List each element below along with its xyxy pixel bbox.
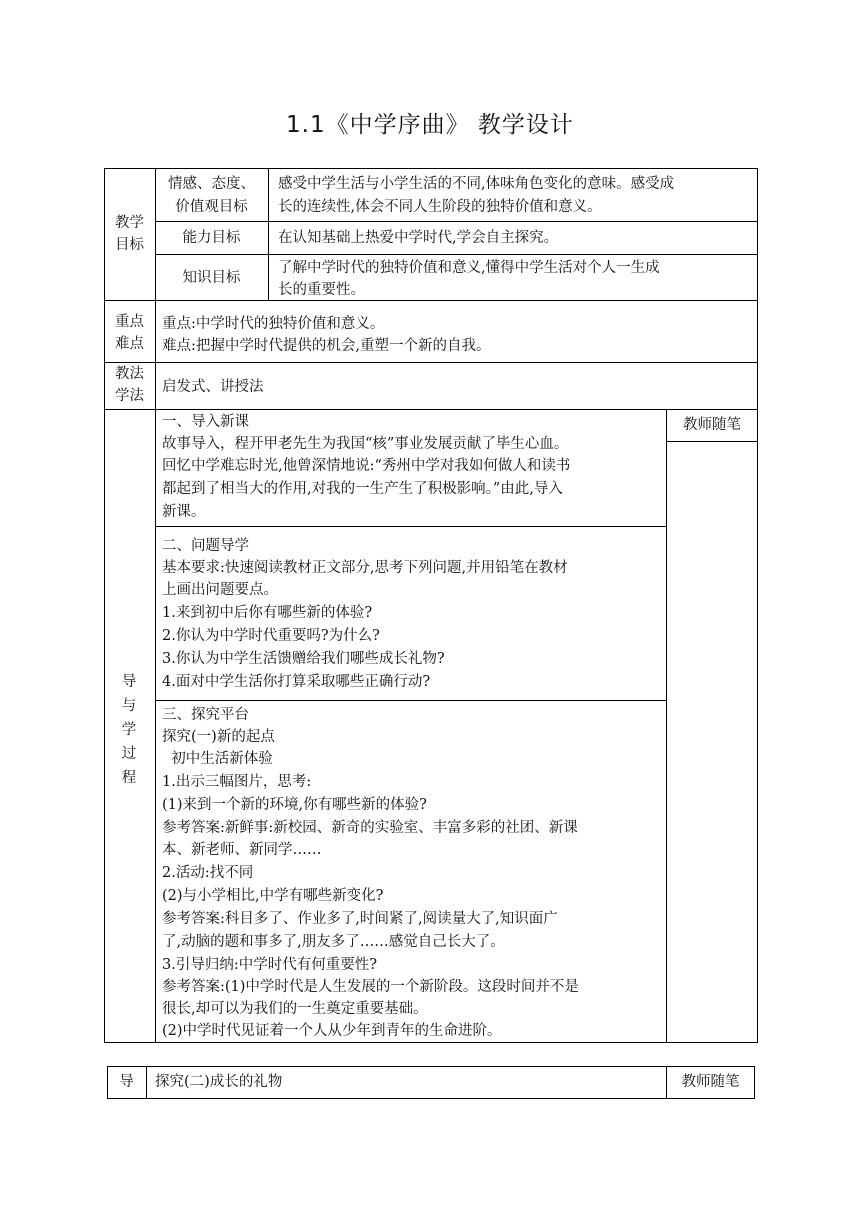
section-exploration-line: 很长,却可以为我们的一生奠定重要基础。	[162, 1001, 428, 1017]
divider-notes-header	[666, 441, 758, 442]
section-exploration-line: 三、探究平台	[162, 707, 249, 723]
section-exploration-line: 初中生活新体验	[162, 751, 273, 767]
keypoints-label-line2: 难点	[115, 336, 144, 352]
section-exploration-line: (2)与小学相比,中学有哪些新变化?	[162, 888, 384, 904]
process-label-char: 与	[121, 698, 137, 714]
section-questions-line: 3.你认为中学生活馈赠给我们哪些成长礼物?	[162, 651, 445, 667]
goal-text-emotion-line2: 长的连续性,体会不同人生阶段的独特价值和意义。	[278, 199, 602, 215]
goal-name-emotion-line2: 价值观目标	[175, 199, 248, 215]
goals-label-line2: 目标	[115, 237, 144, 253]
divider-goals-bottom	[104, 300, 758, 301]
goal-text-knowledge-line2: 长的重要性。	[278, 282, 365, 298]
keypoint-main: 重点:中学时代的独特价值和意义。	[162, 316, 385, 332]
section-exploration-line: 1.出示三幅图片，思考:	[162, 774, 312, 790]
divider-goal-row2	[155, 254, 758, 255]
section-questions-line: 上画出问题要点。	[162, 582, 278, 598]
section-exploration-line: 参考答案:科目多了、作业多了,时间紧了,阅读量大了,知识面广	[162, 911, 558, 927]
process-label-char: 过	[121, 746, 137, 762]
divider-goal-name-column	[268, 168, 269, 300]
section-exploration-line: (1)来到一个新的环境,你有哪些新的体验?	[162, 797, 427, 813]
divider-label-column	[155, 168, 156, 1043]
section-questions-line: 基本要求:快速阅读教材正文部分,思考下列问题,并用铅笔在教材	[162, 560, 568, 576]
process-label-char: 导	[121, 674, 137, 690]
keypoints-label-line1: 重点	[115, 314, 144, 330]
continuation-notes-header: 教师随笔	[681, 1074, 740, 1090]
continuation-divider-left	[146, 1066, 147, 1099]
section-intro-line: 故事导入，程开甲老先生为我国“核”事业发展贡献了毕生心血。	[162, 436, 569, 452]
section-exploration-line: 3.引导归纳:中学时代有何重要性?	[162, 957, 377, 973]
goals-label-line1: 教学	[115, 215, 144, 231]
section-exploration-line: 参考答案:新鲜事:新校园、新奇的实验室、丰富多彩的社团、新课	[162, 820, 578, 836]
section-exploration-line: 探究(一)新的起点	[162, 729, 275, 745]
section-exploration-line: 2.活动:找不同	[162, 865, 254, 881]
section-intro-line: 新课。	[162, 504, 206, 520]
divider-section2-bottom	[155, 700, 666, 701]
process-label-char: 程	[121, 770, 137, 786]
section-intro-line: 都起到了相当大的作用,对我的一生产生了积极影响。”由此,导入	[162, 481, 563, 497]
section-intro-line: 一、导入新课	[162, 414, 249, 430]
methods-label-line1: 教法	[115, 366, 144, 382]
process-label	[119, 670, 139, 790]
goal-name-ability: 能力目标	[182, 230, 241, 246]
methods-label-line2: 学法	[115, 388, 144, 404]
goal-name-emotion-line1: 情感、态度、	[168, 176, 255, 192]
goal-text-emotion-line1: 感受中学生活与小学生活的不同,体味角色变化的意味。感受成	[278, 176, 675, 192]
section-exploration-line: 参考答案:(1)中学时代是人生发展的一个新阶段。这段时间并不是	[162, 979, 579, 995]
section-intro-line: 回忆中学难忘时光,他曾深情地说:“秀州中学对我如何做人和读书	[162, 458, 571, 474]
section-exploration-line: 本、新老师、新同学……	[162, 842, 322, 858]
notes-header: 教师随笔	[683, 417, 741, 433]
document-title: 1.1《中学序曲》 教学设计	[286, 112, 574, 138]
goal-text-knowledge-line1: 了解中学时代的独特价值和意义,懂得中学生活对个人一生成	[278, 260, 660, 276]
divider-notes-column	[666, 409, 667, 1043]
section-questions-line: 2.你认为中学时代重要吗?为什么?	[162, 628, 380, 644]
divider-keypoints-bottom	[104, 362, 758, 363]
goal-name-knowledge: 知识目标	[182, 270, 241, 286]
divider-goal-row1	[155, 221, 758, 222]
section-exploration-line: (2)中学时代见证着一个人从少年到青年的生命进阶。	[162, 1023, 502, 1039]
section-questions-line: 1.来到初中后你有哪些新的体验?	[162, 605, 373, 621]
continuation-text: 探究(二)成长的礼物	[155, 1074, 283, 1090]
divider-methods-bottom	[104, 409, 758, 410]
process-label-char: 学	[121, 722, 137, 738]
continuation-label: 导	[119, 1074, 134, 1090]
methods-text: 启发式、讲授法	[162, 379, 264, 395]
goal-text-ability: 在认知基础上热爱中学时代,学会自主探究。	[278, 230, 559, 246]
section-exploration-line: 了,动脑的题和事多了,朋友多了……感觉自己长大了。	[162, 934, 505, 950]
section-questions-line: 二、问题导学	[162, 538, 249, 554]
keypoint-difficult: 难点:把握中学时代提供的机会,重塑一个新的自我。	[162, 338, 491, 354]
section-questions-line: 4.面对中学生活你打算采取哪些正确行动?	[162, 674, 431, 690]
divider-section1-bottom	[155, 526, 666, 527]
